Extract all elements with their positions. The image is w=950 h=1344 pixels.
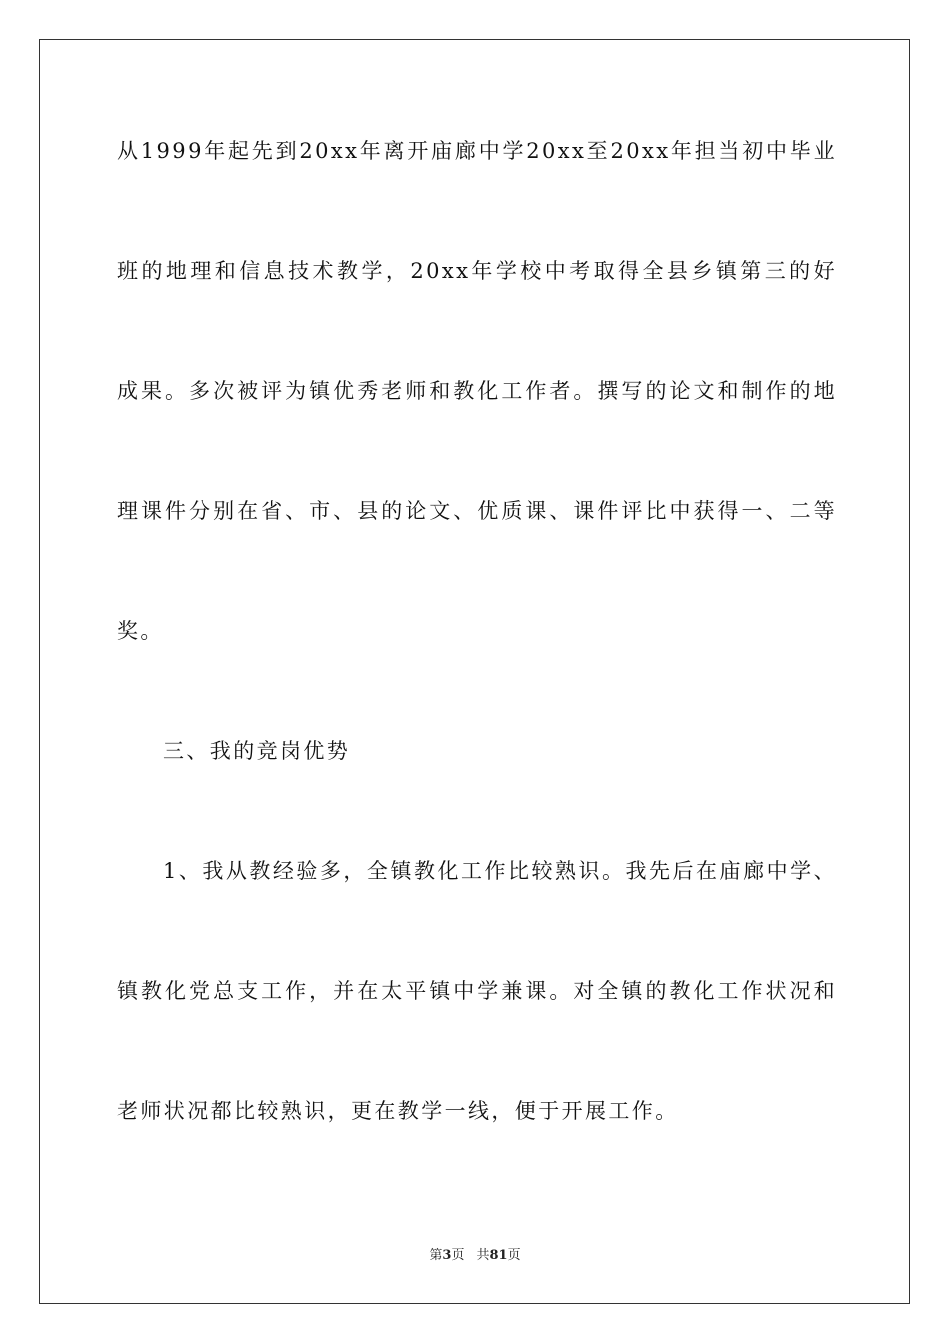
item1-line-3: 老师状况都比较熟识，更在教学一线，便于开展工作。 — [117, 1099, 679, 1123]
total-prefix: 共 — [476, 1248, 490, 1263]
body-line-5: 奖。 — [117, 619, 164, 643]
page-footer — [0, 1246, 950, 1266]
body-line-4: 理课件分别在省、市、县的论文、优质课、课件评比中获得一、二等 — [117, 499, 837, 523]
body-line-3: 成果。多次被评为镇优秀老师和教化工作者。撰写的论文和制作的地 — [117, 379, 837, 403]
section-heading: 三、我的竞岗优势 — [163, 739, 351, 763]
page-number: 3 — [442, 1248, 452, 1263]
total-suffix: 页 — [507, 1248, 521, 1263]
item1-line-1: 1、我从教经验多，全镇教化工作比较熟识。我先后在庙廊中学、 — [163, 859, 837, 883]
total-pages: 81 — [489, 1248, 508, 1263]
body-line-1: 从1999年起先到20xx年离开庙廊中学20xx至20xx年担当初中毕业 — [117, 139, 837, 163]
item1-line-2: 镇教化党总支工作，并在太平镇中学兼课。对全镇的教化工作状况和 — [117, 979, 837, 1003]
body-line-2: 班的地理和信息技术教学，20xx年学校中考取得全县乡镇第三的好 — [117, 259, 837, 283]
page-suffix: 页 — [451, 1248, 465, 1263]
page-prefix: 第 — [429, 1248, 443, 1263]
